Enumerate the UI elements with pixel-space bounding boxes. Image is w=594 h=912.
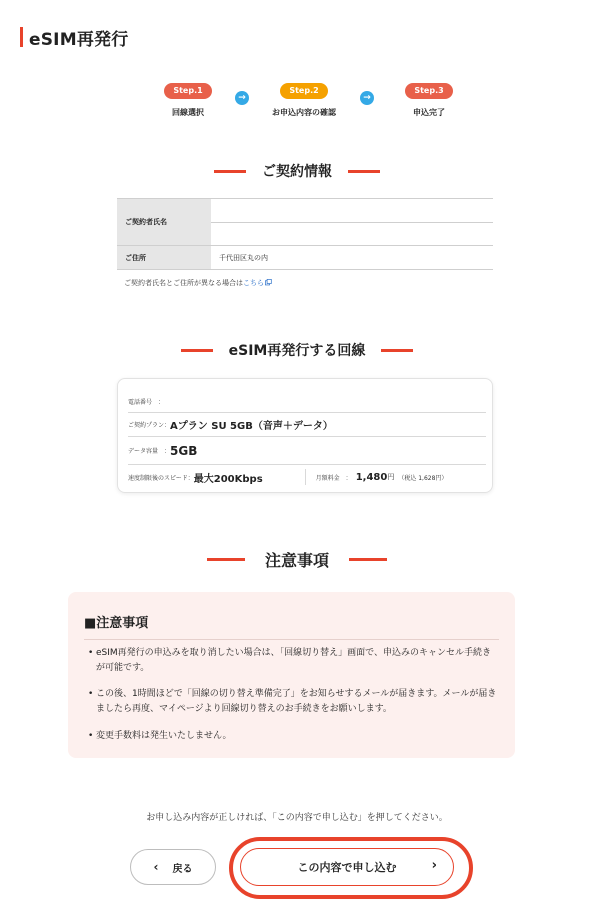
caution-heading-text: 注意事項 (264, 550, 329, 570)
table-row-name (117, 199, 493, 246)
plan-label: ご契約プラン： (128, 422, 171, 429)
step-2 (264, 78, 344, 118)
caution-item (88, 729, 499, 744)
step-2-label: お申込内容の確認 (272, 108, 336, 117)
address-label: ご住所 (117, 246, 211, 269)
caution-section-heading (0, 546, 594, 572)
phone-row (128, 391, 486, 413)
data-capacity-row (128, 437, 486, 465)
caution-item-text: eSIM再発行の申込みを取り消したい場合は、「回線切り替え」画面で、申込みのキャンセル手続きが可能です。 (96, 648, 491, 673)
plan-value: Aプラン SU 5GB（音声＋データ） (170, 421, 333, 432)
caution-box-title: ■注意事項 (84, 616, 149, 631)
plan-row (128, 413, 486, 437)
step-indicator (148, 78, 448, 118)
speed-label: 速度制限後のスピード： (128, 474, 194, 482)
back-button[interactable] (130, 849, 216, 885)
heading-line-right (348, 170, 380, 173)
data-value: 5GB (170, 443, 198, 458)
line-info-card (117, 378, 493, 493)
speed-fee-row (128, 465, 486, 489)
caution-item (88, 646, 499, 676)
caution-item (88, 687, 499, 717)
name-value-cell (211, 199, 493, 245)
address-value: 千代田区丸の内 (219, 253, 268, 262)
heading-line-right (349, 558, 387, 561)
line-section-heading (0, 339, 594, 361)
fee-unit: 円 (387, 473, 395, 481)
note-text: ご契約者氏名とご住所が異なる場合は (124, 279, 243, 287)
submit-button[interactable] (240, 848, 454, 886)
fee-label: 月額料金 ： (315, 474, 352, 482)
caution-divider (84, 639, 499, 640)
page-title (20, 26, 128, 48)
step-1-label: 回線選択 (172, 108, 204, 117)
data-label: データ容量 ： (128, 448, 171, 455)
contract-heading-text: ご契約情報 (262, 164, 332, 180)
page-title-text: eSIM再発行 (29, 29, 129, 50)
bullet-icon: • (88, 689, 94, 699)
chevron-right-icon: › (431, 858, 437, 873)
fee-value: 1,480 (355, 471, 388, 483)
external-link-icon[interactable] (265, 279, 272, 286)
step-3-pill: Step.3 (405, 83, 453, 99)
column-divider (305, 469, 306, 485)
fee-tax-included: （税込 1,628円） (398, 474, 448, 482)
table-row-address (117, 246, 493, 270)
step-arrow-icon: → (235, 91, 249, 105)
bullet-icon: • (88, 648, 94, 658)
step-3 (389, 78, 469, 118)
chevron-left-icon: ‹ (153, 860, 159, 874)
title-accent-bar (20, 27, 23, 47)
name-value-2 (211, 222, 493, 246)
caution-item-text: 変更手数料は発生いたしません。 (96, 731, 232, 741)
heading-line-left (214, 170, 246, 173)
step-3-label: 申込完了 (413, 108, 445, 117)
address-mismatch-note (124, 278, 272, 288)
contract-section-heading (0, 160, 594, 182)
line-heading-text: eSIM再発行する回線 (228, 343, 366, 359)
step-1 (148, 78, 228, 118)
name-value-1 (211, 199, 493, 222)
submit-button-label: この内容で申し込む (297, 861, 397, 874)
heading-line-left (207, 558, 245, 561)
back-button-label: 戻る (172, 863, 193, 875)
name-label: ご契約者氏名 (117, 199, 211, 245)
caution-box (68, 592, 515, 758)
confirm-instruction: お申し込み内容が正しければ、「この内容で申し込む」を押してください。 (146, 813, 448, 823)
heading-line-right (381, 349, 413, 352)
caution-item-text: この後、1時間ほどで「回線の切り替え準備完了」をお知らせするメールが届きます。メールが届きましたら再度、マイページより回線切り替えのお手続きをお願いします。 (96, 689, 497, 714)
speed-value: 最大200Kbps (193, 473, 263, 485)
phone-label: 電話番号 ： (128, 399, 165, 406)
step-1-pill: Step.1 (164, 83, 212, 99)
bullet-icon: • (88, 731, 94, 741)
heading-line-left (181, 349, 213, 352)
here-link[interactable]: こちら (243, 279, 264, 287)
contract-info-table (117, 198, 493, 270)
step-arrow-icon: → (360, 91, 374, 105)
step-2-pill: Step.2 (280, 83, 328, 99)
